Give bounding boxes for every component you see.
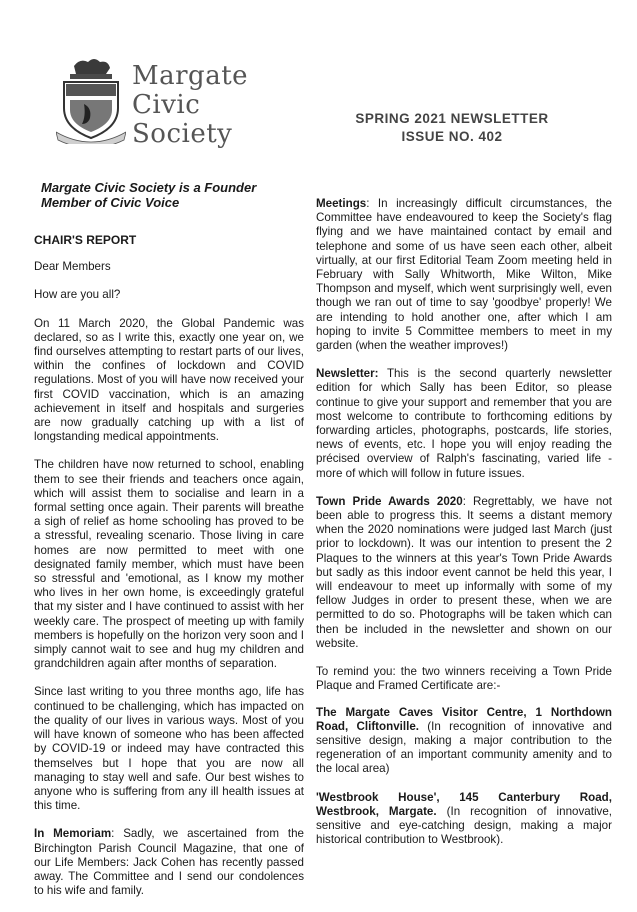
paragraph-in-memoriam [34,827,304,898]
society-crest-logo [56,56,126,144]
meetings-lead: Meetings [316,197,367,210]
right-column [316,197,612,861]
winners-intro: To remind you: the two winners receiving a Town Pride Plaque and Framed Certificate are:- [316,665,612,693]
awards-text: : Regrettably, we have not been able to progress this. It seems a distant memory when the 2020 nominations were judged last March (just prior to lockdown). It was our intention to present the 2 Plaques to the winners at this year's Town Pride Awards but sadly as this indoor event cannot be held this year, I will endeavour to meet up informally with some of my fellow Judges in order to present these, when we are permitted to do so. Photographs will be taken which can then be included in the newsletter and shown on our website. [316,494,612,650]
winner-name: The Margate Caves Visitor Centre, 1 Northdown Road, Cliftonville. [316,705,612,733]
winner-name: 'Westbrook House', 145 Canterbury Road, Westbrook, Margate. [316,790,612,818]
paragraph-children: The children have now returned to school, enabling them to see their friends and teachers once again, which will assist them to socialise and learn in a formal setting once again. Their parents will breathe a sigh of relief as home schooling has proved to be a stressful, revealing scenario. Those living in care homes are now permitted to meet with one designated family member, which must have been so stressful and 'emotional, as I know my mother who lives in her own home, is exceedingly grateful that my sister and I have continued to assist with her weekly care. The prospect of meeting up with family members is hopefully on the horizon very soon and I simply cannot wait to see and hug my children and grandchildren again after months of separation. [34,458,304,671]
newsletter-title: SPRING 2021 NEWSLETTER [355,111,549,126]
org-name-line-3: Society [132,119,233,149]
paragraph-pandemic: On 11 March 2020, the Global Pandemic was declared, so as I write this, exactly one year on, we find ourselves attempting to restart parts of our lives, within the confines of lockdown and COVID regulations. Most of you will have now received your first COVID vaccination, which is an amazing achievement in itself and hospitals and surgeries are now gradually catching up with a list of longstanding medical appointments. [34,316,304,444]
newsletter-lead: Newsletter: [316,367,379,381]
awards-lead: Town Pride Awards 2020 [316,494,463,508]
paragraph-town-pride-awards [316,495,612,651]
issue-number: ISSUE NO. 402 [401,129,503,144]
meetings-text: : In increasingly difficult circumstances, the Committee have endeavoured to keep the Society's flag flying and we have maintained contact by email and telephone and some of us have seen each other, albeit virtually, at our first Editorial Team Zoom meeting held in February with Sally Whitworth, Mike Wilton, Mike Thompson and myself, which went surprisingly well, even though we ran out of time to say 'goodbye' properly! We are intending to hold another one, after which I am hoping to invite 5 Committee members to meet in my garden (when the weather improves!) [316,197,612,353]
newsletter-text: This is the second quarterly newsletter edition for which Sally has been Editor, so please continue to give your support and remember that you are most welcome to contribute to forthcoming editions by forwarding articles, photographs, postcards, life stories, news of events, etc. I hope you will enjoy reading the précised overview of Ralph's fascinating, varied life - more of which will follow in future issues. [316,367,612,480]
winner-item [316,791,612,848]
salutation: Dear Members [34,260,111,274]
memoriam-text: : Sadly, we ascertained from the Birchington Parish Council Magazine, that one of our Life Members: Jack Cohen has recently passed away. The Committee and I send our condolences to his wife and family. [34,827,304,898]
winner-citation: (In recognition of innovative, sensitive and eye-catching design, making a major historical contribution to Westbrook). [316,804,612,847]
memoriam-lead: In Memoriam [34,827,112,841]
winner-citation: (In recognition of innovative and sensitive design, making a major contribution to the regeneration of an important community amenity and to the local area) [316,719,612,776]
chairs-report-heading: CHAIR'S REPORT [34,233,137,247]
newsletter-masthead [352,110,552,146]
founder-member-tagline: Margate Civic Society is a Founder Member of Civic Voice [41,180,257,210]
paragraph-newsletter [316,367,612,481]
organisation-name [132,62,248,149]
left-column [34,233,304,912]
org-name-line-1: Margate [132,61,249,91]
opening-question: How are you all? [34,288,121,302]
paragraph-meetings [316,197,612,353]
winner-item [316,706,612,777]
paragraph-since-last: Since last writing to you three months ago, life has continued to be challenging, which has impacted on the quality of our lives in various ways. Most of you will have known of someone who has been affected by COVID-19 or indeed may have contracted this themselves but I hope that you are now all managing to stay well and safe. Our best wishes to anyone who is suffering from any ill health issues at this time. [34,685,304,813]
org-name-line-2: Civic [132,90,201,120]
